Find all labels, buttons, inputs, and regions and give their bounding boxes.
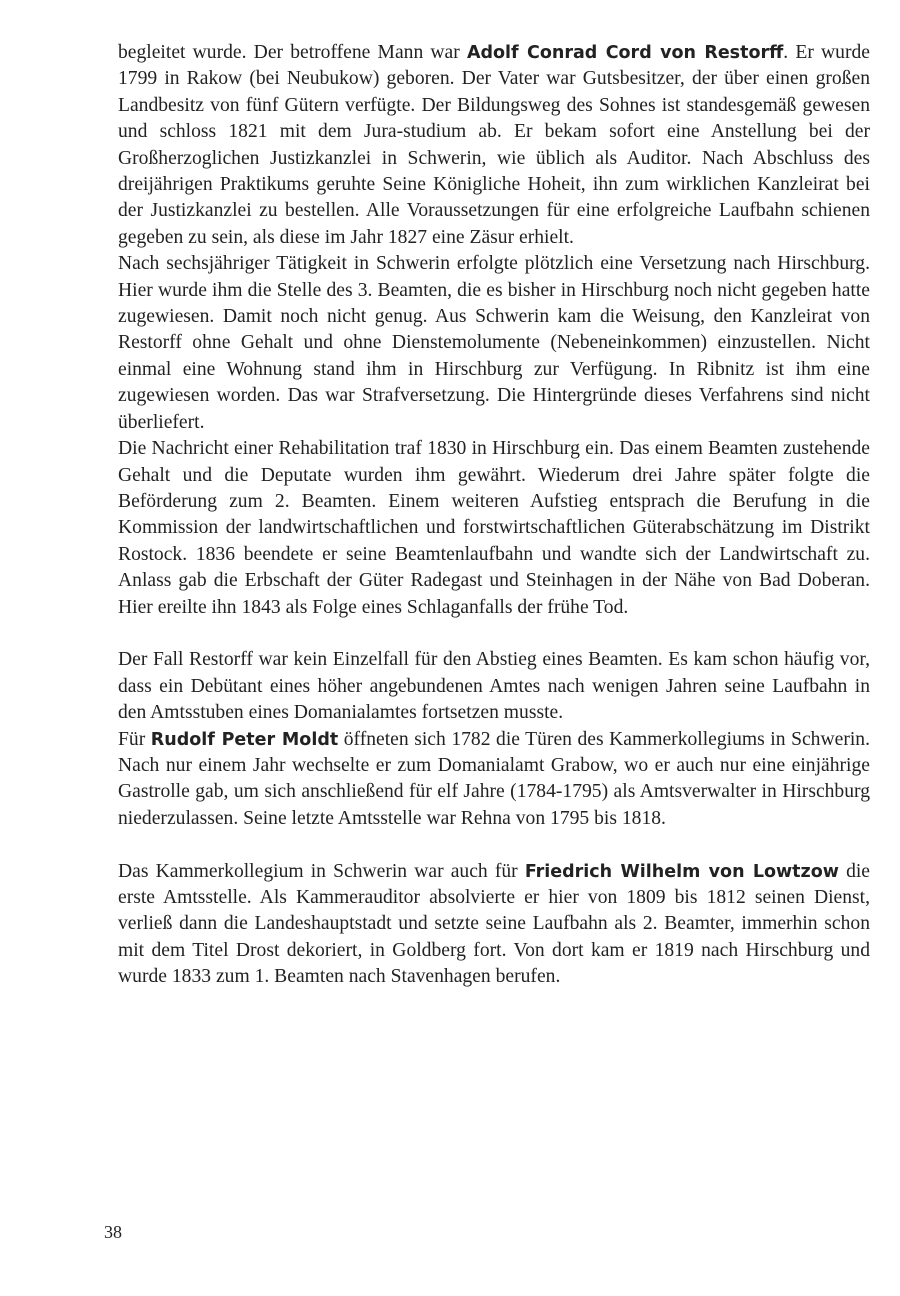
paragraph-restorff-career: begleitet wurde. Der betroffene Mann war Adolf Conrad Cord von Restorff. Er wurde 1799 in Rakow (bei Neubukow) geboren. Der Vater war Gutsbesitzer, der über einen großen Landbesitz von fünf Gütern verfügte. Der Bildungsweg des Sohnes ist standesgemäß gewesen und schloss 1821 mit dem Jura-studium ab. Er bekam sofort eine Anstellung bei der Großherzoglichen Justizkanzlei in Schwerin, wie üblich als Auditor. Nach Abschluss des dreijährigen Praktikums geruhte Seine Königliche Hoheit, ihn zum wirklichen Kanzleirat bei der Justizkanzlei zu bestellen. Alle Voraussetzungen für eine erfolgreiche Laufbahn schienen gegeben zu sein, als diese im Jahr 1827 eine Zäsur erhielt.: [118, 42, 870, 248]
page-number: 38: [104, 1222, 122, 1242]
paragraph-not-isolated-case: Der Fall Restorff war kein Einzelfall für den Abstieg eines Beamten. Es kam schon häufig vor, dass ein Debütant eines höher angebundenen Amtes nach wenigen Jahren seine Laufbahn in den Amtsstuben eines Domanialamtes fortsetzen musste.: [118, 649, 870, 724]
paragraph-restorff-rehabilitation: Die Nachricht einer Rehabilitation traf 1830 in Hirschburg ein. Das einem Beamten zustehende Gehalt und die Deputate wurden ihm gewährt. Wiederum drei Jahre später folgte die Beförderung zum 2. Beamten. Einem weiteren Aufstieg entsprach die Berufung in die Kommission der landwirtschaftlichen und forstwirtschaftlichen Güterabschätzung im Distrikt Rostock. 1836 beendete er seine Beamtenlaufbahn und wandte sich der Landwirtschaft zu. Anlass gab die Erbschaft der Güter Radegast und Steinhagen in der Nähe von Bad Doberan. Hier ereilte ihn 1843 als Folge eines Schlaganfalls der frühe Tod.: [118, 438, 870, 618]
person-name-lowtzow: Friedrich Wilhelm von Lowtzow: [524, 861, 839, 882]
paragraph-gap: [118, 832, 870, 858]
person-name-moldt: Rudolf Peter Moldt: [150, 729, 339, 750]
paragraph-moldt: Für Rudolf Peter Moldt öffneten sich 1782 die Türen des Kammerkollegiums in Schwerin. Nach nur einem Jahr wechselte er zum Domanialamt Grabow, wo er auch nur eine einjährige Gastrolle gab, um sich anschließend für elf Jahre (1784-1795) als Amtsverwalter in Hirschburg niederzulassen. Seine letzte Amtsstelle war Rehna von 1795 bis 1818.: [118, 728, 870, 829]
paragraph-gap: [118, 621, 870, 647]
page-body: [118, 40, 870, 991]
paragraph-lowtzow: Das Kammerkollegium in Schwerin war auch für Friedrich Wilhelm von Lowtzow die erste Amtsstelle. Als Kammerauditor absolvierte er hier von 1809 bis 1812 seinen Dienst, verließ dann die Landeshauptstadt und setzte seine Laufbahn als 2. Beamter, immerhin schon mit dem Titel Drost dekoriert, in Goldberg fort. Von dort kam er 1819 nach Hirschburg und wurde 1833 zum 1. Beamten nach Stavenhagen berufen.: [118, 860, 871, 988]
paragraph-restorff-transfer: Nach sechsjähriger Tätigkeit in Schwerin erfolgte plötzlich eine Versetzung nach Hirschburg. Hier wurde ihm die Stelle des 3. Beamten, die es bisher in Hirschburg noch nicht gegeben hatte zugewiesen. Damit noch nicht genug. Aus Schwerin kam die Weisung, den Kanzleirat von Restorff ohne Gehalt und ohne Dienstemolumente (Nebeneinkommen) einzustellen. Nicht einmal eine Wohnung stand ihm in Hirschburg zur Verfügung. In Ribnitz ist ihm eine zugewiesen worden. Das war Strafversetzung. Die Hintergründe dieses Verfahrens sind nicht überliefert.: [118, 253, 870, 433]
person-name-restorff: Adolf Conrad Cord von Restorff: [466, 43, 784, 63]
